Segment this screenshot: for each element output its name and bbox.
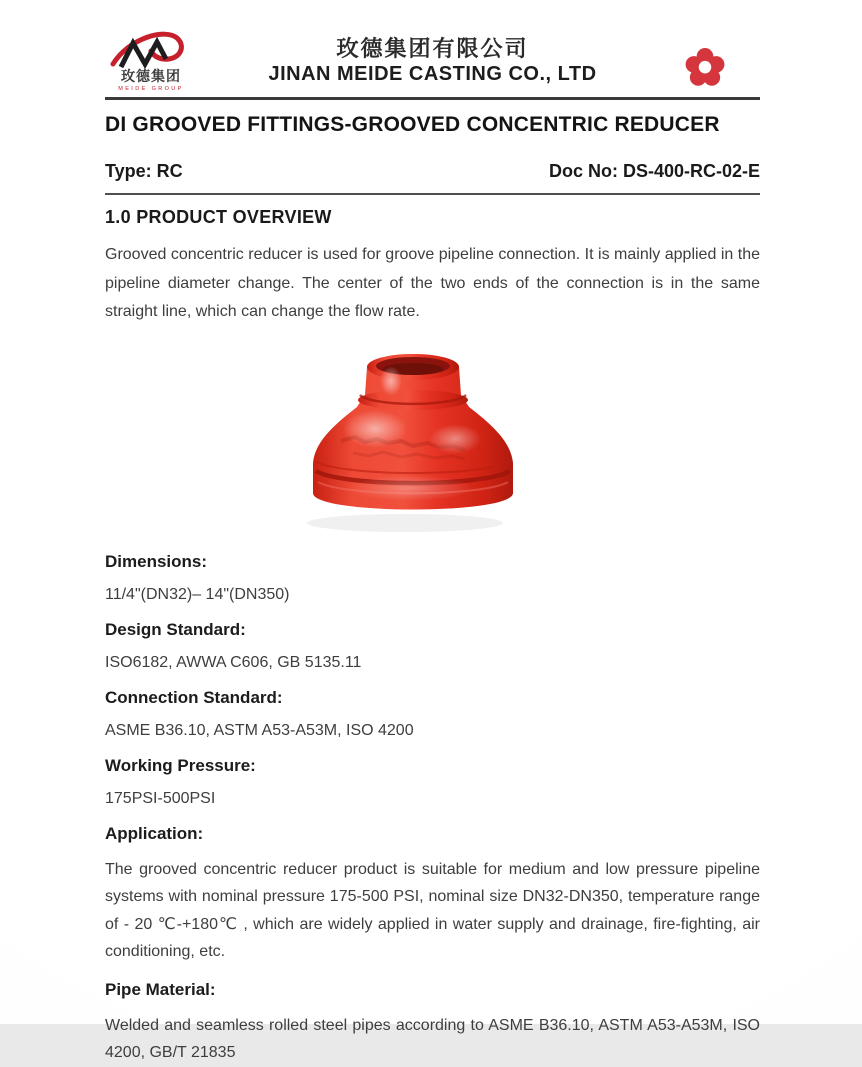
working-pressure-heading: Working Pressure: xyxy=(105,755,256,775)
doc-title: DI GROOVED FITTINGS-GROOVED CONCENTRIC REDUCER xyxy=(105,113,720,136)
design-standard-value: ISO6182, AWWA C606, GB 5135.11 xyxy=(105,653,362,671)
logo-en-text: MEIDE GROUP xyxy=(118,86,184,92)
application-heading: Application: xyxy=(105,823,204,843)
dimensions-value: 11/4"(DN32)– 14"(DN350) xyxy=(105,585,290,603)
doc-divider xyxy=(105,193,760,195)
company-name-cn: 玫德集团有限公司 xyxy=(336,36,529,61)
logo-cn-text: 玫德集团 xyxy=(121,68,181,84)
company-name-en: JINAN MEIDE CASTING CO., LTD xyxy=(268,63,597,85)
type-doc-row xyxy=(105,161,760,182)
flower-icon xyxy=(685,48,725,88)
header-divider xyxy=(105,97,760,100)
company-name-block xyxy=(105,0,760,87)
dimensions-heading: Dimensions: xyxy=(105,551,208,571)
doc-no-label: Doc No: DS-400-RC-02-E xyxy=(548,161,760,181)
meide-logo-icon xyxy=(105,30,197,92)
connection-standard-value: ASME B36.10, ASTM A53-A53M, ISO 4200 xyxy=(105,721,414,739)
overview-heading: 1.0 PRODUCT OVERVIEW xyxy=(105,207,332,227)
connection-standard-heading: Connection Standard: xyxy=(105,687,283,707)
page-header xyxy=(105,0,760,97)
grooved-concentric-reducer-photo xyxy=(293,343,533,538)
product-figure xyxy=(105,343,760,538)
design-standard-heading: Design Standard: xyxy=(105,619,246,639)
type-label: Type: RC xyxy=(105,161,183,181)
working-pressure-value: 175PSI-500PSI xyxy=(105,789,216,807)
pipe-material-value: Welded and seamless rolled steel pipes according to ASME B36.10, ASTM A53-A53M, ISO 4200, GB/T 21835 xyxy=(105,1016,760,1061)
application-value: The grooved concentric reducer product is suitable for medium and low pressure pipeline systems with nominal pressure 175-500 PSI, nominal size DN32-DN350, temperature range of - 20 ℃-+180℃ , which are widely applied in water supply and drainage, fire-fighting, air conditioning, etc. xyxy=(105,860,760,960)
meide-group-logo xyxy=(105,30,197,92)
pipe-material-heading: Pipe Material: xyxy=(105,979,216,999)
overview-paragraph: Grooved concentric reducer is used for groove pipeline connection. It is mainly applied in the pipeline diameter change. The center of the two ends of the connection is in the same straight line, which can change the flow rate. xyxy=(105,246,760,320)
